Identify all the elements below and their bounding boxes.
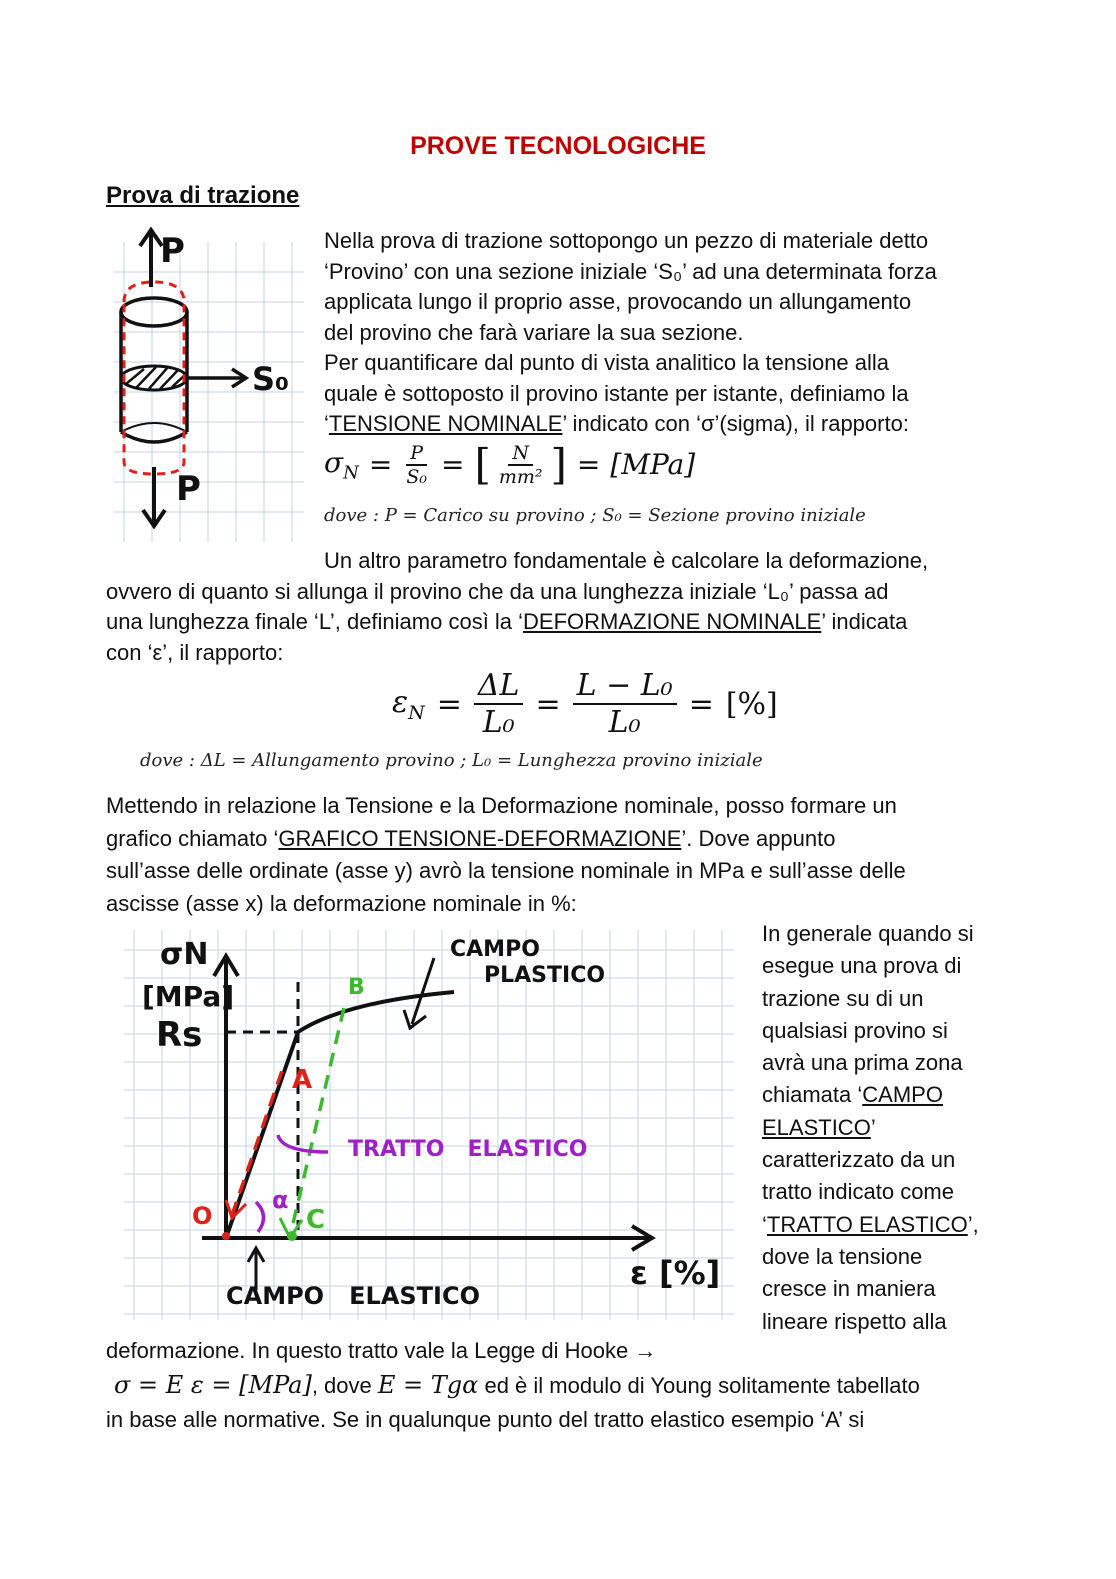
y-axis-label: σN xyxy=(160,937,209,972)
formula-sigma: $\sigma_N$ = $\frac{P}{\text{S₀}}$ = [ $\frac{N}{\text{mm²}}$ ] = [MPa] xyxy=(324,440,696,489)
sigma-fraction: $\frac{P}{\text{S₀}}$ xyxy=(406,441,427,488)
side-line: In generale quando si xyxy=(762,921,974,946)
graph-intro-line: Mettendo in relazione la Tensione e la Deformazione nominale, posso formare un xyxy=(106,793,897,818)
closing-line: σ = E ε = [MPa], dove E = Tgα ed è il modulo di Young solitamente tabellato xyxy=(114,1371,920,1399)
y-axis-unit: [MPa] xyxy=(142,980,235,1013)
intro-line: Nella prova di trazione sottopongo un pezzo di materiale detto xyxy=(324,228,929,253)
deformation-line: una lunghezza finale ‘L’, definiamo così la ‘DEFORMAZIONE NOMINALE’ indicata xyxy=(106,609,908,634)
campo-plastico-label: PLASTICO xyxy=(484,963,606,988)
term-deformazione-nominale: DEFORMAZIONE NOMINALE xyxy=(523,609,822,634)
origin-label: O xyxy=(192,1202,213,1230)
side-line: tratto indicato come xyxy=(762,1179,954,1205)
sigma-lhs: $\sigma_N$ xyxy=(324,445,359,484)
sigma-result: [MPa] xyxy=(610,448,696,481)
side-line: cresce in maniera xyxy=(762,1276,936,1302)
stress-strain-sketch xyxy=(104,920,744,1325)
label-p-bottom: P xyxy=(176,469,201,509)
eps-result: [%] xyxy=(725,686,778,722)
specimen-figure xyxy=(104,212,314,552)
intro-line: quale è sottoposto il provino istante per istante, definiamo la xyxy=(324,380,909,406)
section-heading: Prova di trazione xyxy=(106,182,300,209)
term-tensione-nominale: TENSIONE NOMINALE xyxy=(328,411,563,436)
intro-line: ‘TENSIONE NOMINALE’ indicato con ‘σ’(sigma), il rapporto: xyxy=(324,411,909,436)
closing-line: in base alle normative. Se in qualunque punto del tratto elastico esempio ‘A’ si xyxy=(106,1407,865,1432)
page-title: PROVE TECNOLOGICHE xyxy=(410,132,706,160)
term-grafico: GRAFICO TENSIONE-DEFORMAZIONE xyxy=(278,825,682,851)
side-line: chiamata ‘CAMPO xyxy=(762,1082,943,1108)
graph-intro-line: grafico chiamato ‘GRAFICO TENSIONE-DEFORMAZIONE’. Dove appunto xyxy=(106,825,836,851)
deformation-paragraph xyxy=(106,546,1006,668)
side-line: ‘TRATTO ELASTICO’, xyxy=(762,1211,979,1237)
term-elastico: ELASTICO xyxy=(762,1114,871,1140)
side-line: esegue una prova di xyxy=(762,953,962,979)
label-p-top: P xyxy=(160,231,185,271)
rs-label: Rs xyxy=(156,1015,203,1055)
eps-lhs: $\varepsilon_N$ xyxy=(392,684,425,724)
eps-fraction-1: $\frac{\Delta L}{\text{L₀}}$ xyxy=(474,668,524,740)
campo-plastico-label: CAMPO xyxy=(450,937,540,962)
eps-note: dove : ΔL = Allungamento provino ; L₀ = Lunghezza provino iniziale xyxy=(140,750,763,771)
sigma-note: dove : P = Carico su provino ; S₀ = Sezione provino iniziale xyxy=(324,505,866,526)
intro-line: ‘Provino’ con una sezione iniziale ‘S₀’ ad una determinata forza xyxy=(324,258,937,284)
intro-line: applicata lungo il proprio asse, provocando un allungamento xyxy=(324,289,912,314)
side-line: avrà una prima zona xyxy=(762,1050,963,1076)
deformation-line: con ‘ε’, il rapporto: xyxy=(106,639,284,665)
side-line: ELASTICO’ xyxy=(762,1114,876,1140)
side-line: lineare rispetto alla xyxy=(762,1308,947,1334)
intro-paragraph xyxy=(324,226,1024,440)
closing-paragraph xyxy=(106,1334,1026,1437)
intro-line: del provino che farà variare la sua sezione. xyxy=(324,319,744,345)
unit-fraction: $\frac{N}{\text{mm²}}$ xyxy=(498,441,543,488)
hooke-formula: σ = E ε = [MPa] xyxy=(114,1371,312,1399)
deformation-line: Un altro parametro fondamentale è calcolare la deformazione, xyxy=(324,548,929,573)
graph-intro-line: sull’asse delle ordinate (asse y) avrò la tensione nominale in MPa e sull’asse delle xyxy=(106,858,906,883)
graph-intro-paragraph xyxy=(106,790,1006,920)
x-axis-label: ε [%] xyxy=(630,1254,721,1292)
alpha-label: α xyxy=(272,1186,289,1214)
closing-line: deformazione. In questo tratto vale la Legge di Hooke → xyxy=(106,1338,657,1363)
eps-fraction-2: $\frac{\text{L − L₀}}{\text{L₀}}$ xyxy=(573,668,677,740)
side-line: caratterizzato da un xyxy=(762,1147,956,1173)
side-line: dove la tensione xyxy=(762,1243,923,1269)
intro-line: Per quantificare dal punto di vista analitico la tensione alla xyxy=(324,350,890,375)
point-a-label: A xyxy=(292,1065,313,1095)
side-line: qualsiasi provino si xyxy=(762,1017,948,1043)
point-c-label: C xyxy=(306,1205,326,1235)
formula-epsilon: $\varepsilon_N$ = $\frac{\Delta L}{\text{L₀}}$ = $\frac{\text{L − L₀}}{\text{L₀}}$ = [%] xyxy=(392,668,778,740)
term-campo: CAMPO xyxy=(862,1082,943,1108)
campo-elastico-label: CAMPO ELASTICO xyxy=(226,1282,480,1310)
term-tratto-elastico: TRATTO ELASTICO xyxy=(766,1211,968,1237)
side-paragraph xyxy=(762,918,1092,1338)
graph-intro-line: ascisse (asse x) la deformazione nominale in %: xyxy=(106,890,577,916)
young-formula: E = Tgα xyxy=(377,1371,479,1399)
tratto-elastico-label: TRATTO ELASTICO xyxy=(348,1137,588,1162)
side-line: trazione su di un xyxy=(762,985,924,1011)
deformation-line: ovvero di quanto si allunga il provino che da una lunghezza iniziale ‘L₀’ passa ad xyxy=(106,578,889,604)
point-b-label: B xyxy=(348,975,365,1000)
label-s0: S₀ xyxy=(252,360,290,398)
